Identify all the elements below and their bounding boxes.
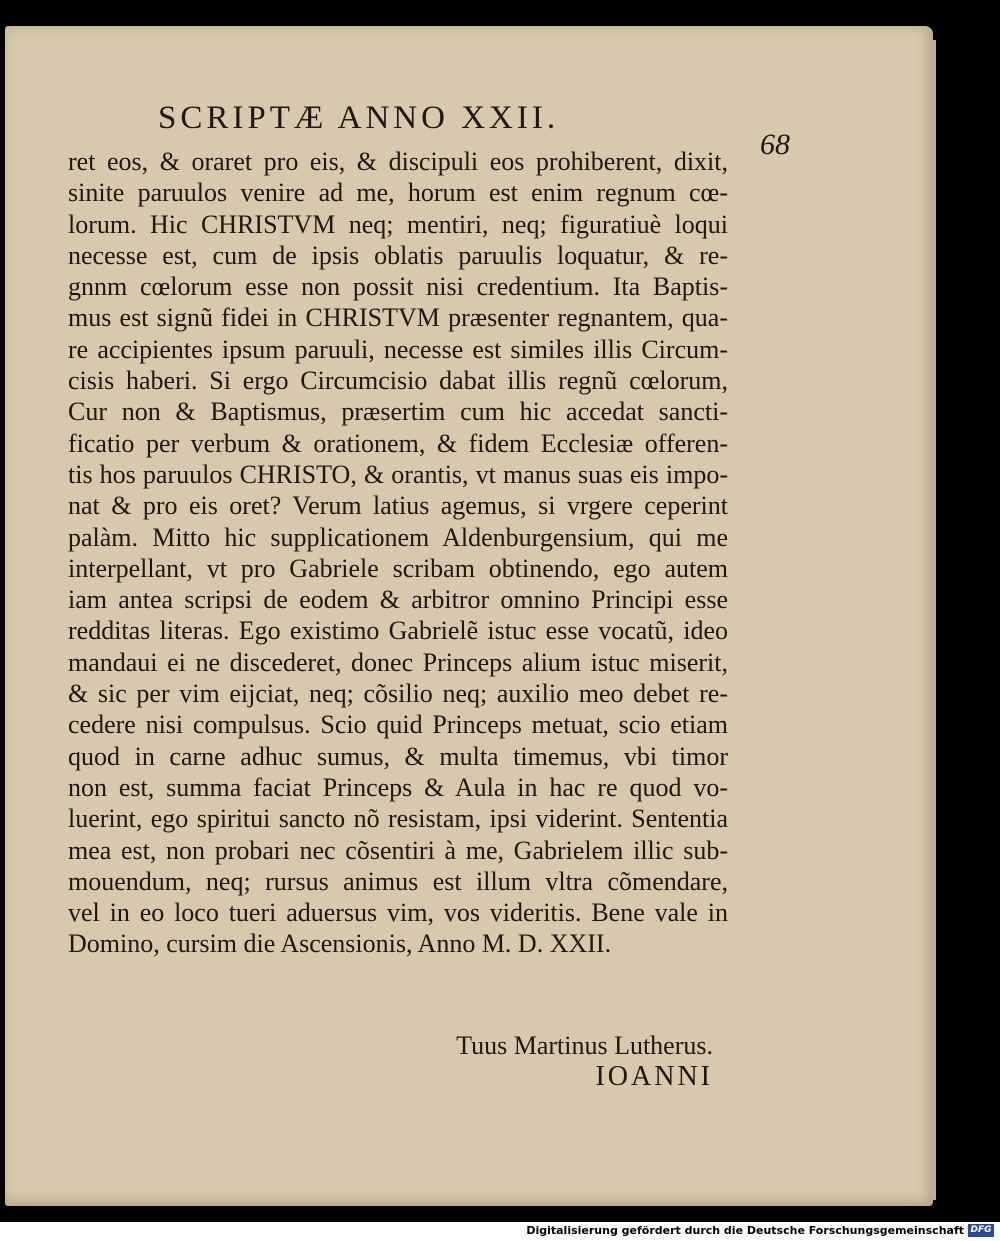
signature: Tuus Martinus Lutherus. <box>456 1031 713 1060</box>
text-line: lorum. Hic CHRISTVM neq; mentiri, neq; figuratiuè loqui <box>68 209 728 239</box>
text-line: non est, summa faciat Princeps & Aula in hac re quod vo- <box>68 772 728 802</box>
text-line: nat & pro eis oret? Verum latius agemus, si vrgere ceperint <box>68 491 728 521</box>
text-line: mus est signũ fidei in CHRISTVM præsenter regnantem, qua- <box>68 303 728 333</box>
text-line: luerint, ego spiritui sancto nõ resistam, ipsi viderint. Sententia <box>68 804 728 834</box>
text-line: gnnm cœlorum esse non possit nisi credentium. Ita Baptis- <box>68 272 728 302</box>
body-text <box>68 146 728 960</box>
text-line: Domino, cursim die Ascensionis, Anno M. D. XXII. <box>68 929 612 959</box>
text-line: quod in carne adhuc sumus, & multa timemus, vbi timor <box>68 741 728 771</box>
text-line: & sic per vim eijciat, neq; cõsilio neq; auxilio meo debet re- <box>68 679 728 709</box>
running-head: SCRIPTÆ ANNO XXII. <box>158 100 560 136</box>
text-line: mea est, non probari nec cõsentiri à me, Gabrielem illic sub- <box>68 835 728 865</box>
text-line: iam antea scripsi de eodem & arbitror omnino Principi esse <box>68 585 728 615</box>
folio-number: 68 <box>760 128 790 161</box>
text-line: tis hos paruulos CHRISTO, & orantis, vt manus suas eis impo- <box>68 459 728 489</box>
text-line: Cur non & Baptismus, præsertim cum hic accedat sancti- <box>68 397 728 427</box>
dfg-logo-icon: DFG <box>968 1224 994 1237</box>
text-line: necesse est, cum de ipsis oblatis paruulis loquatur, & re- <box>68 240 728 270</box>
text-line: ret eos, & oraret pro eis, & discipuli eos prohiberent, dixit, <box>68 147 728 176</box>
text-line: ficatio per verbum & orationem, & fidem Ecclesiæ offeren- <box>68 428 728 458</box>
catchword: IOANNI <box>595 1061 713 1093</box>
text-line: cisis haberi. Si ergo Circumcisio dabat illis regnũ cœlorum, <box>68 366 728 396</box>
text-line: redditas literas. Ego existimo Gabrielẽ istuc esse vocatũ, ideo <box>68 616 728 646</box>
text-line: cedere nisi compulsus. Scio quid Princeps metuat, scio etiam <box>68 710 728 740</box>
text-line: vel in eo loco tueri aduersus vim, vos videritis. Bene vale in <box>68 898 728 928</box>
text-line: mandaui ei ne discederet, donec Princeps alium istuc miserit, <box>68 647 728 677</box>
footer-credit: Digitalisierung gefördert durch die Deutsche Forschungsgemeinschaft <box>526 1224 964 1237</box>
text-line: re accipientes ipsum paruuli, necesse est similes illis Circum- <box>68 334 728 364</box>
letter-closing <box>68 1030 713 1093</box>
text-line: palàm. Mitto hic supplicationem Aldenburgensium, qui me <box>68 522 728 552</box>
text-line: sinite paruulos venire ad me, horum est enim regnum cœ- <box>68 178 728 208</box>
text-line: mouendum, neq; rursus animus est illum vltra cõmendare, <box>68 866 728 896</box>
text-line: interpellant, vt pro Gabriele scribam obtinendo, ego autem <box>68 553 728 583</box>
